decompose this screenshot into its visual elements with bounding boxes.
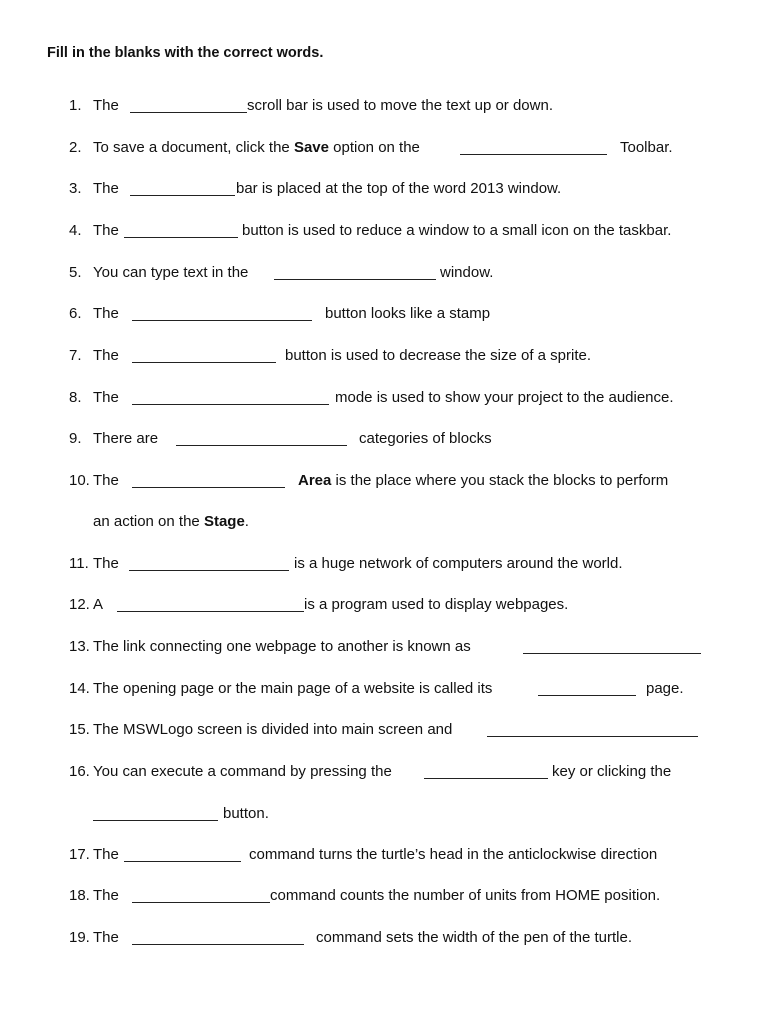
question-text-before: The bbox=[93, 97, 119, 114]
answer-blank[interactable] bbox=[130, 112, 247, 113]
answer-blank[interactable] bbox=[176, 445, 347, 446]
question-text-after: Area is the place where you stack the blocks to perform bbox=[298, 472, 669, 489]
question-number: 13. bbox=[69, 638, 90, 655]
question-number: 8. bbox=[69, 389, 82, 406]
question-number: 3. bbox=[69, 180, 82, 197]
answer-blank[interactable] bbox=[124, 237, 238, 238]
question-text-before: The bbox=[93, 929, 119, 946]
question-number: 12. bbox=[69, 596, 90, 613]
question-text-before: The bbox=[93, 347, 119, 364]
bold-term: Area bbox=[298, 472, 332, 489]
question-text-after: categories of blocks bbox=[359, 430, 492, 447]
question-text-before: The opening page or the main page of a website is called its bbox=[93, 680, 493, 697]
answer-blank[interactable] bbox=[132, 902, 270, 903]
question-number: 2. bbox=[69, 139, 82, 156]
answer-blank[interactable] bbox=[424, 778, 548, 779]
answer-blank[interactable] bbox=[538, 695, 636, 696]
answer-blank[interactable] bbox=[117, 611, 304, 612]
question-text-before: To save a document, click the Save option on the bbox=[93, 139, 420, 156]
question-number: 5. bbox=[69, 264, 82, 281]
question-text-after: bar is placed at the top of the word 2013 window. bbox=[236, 180, 562, 197]
bold-term: Save bbox=[293, 139, 329, 156]
question-number: 4. bbox=[69, 222, 82, 239]
answer-blank[interactable] bbox=[487, 736, 698, 737]
question-number: 6. bbox=[69, 305, 82, 322]
question-text-after: is a program used to display webpages. bbox=[304, 596, 569, 613]
answer-blank[interactable] bbox=[93, 820, 218, 821]
question-text-after: mode is used to show your project to the audience. bbox=[335, 389, 674, 406]
answer-blank[interactable] bbox=[124, 861, 241, 862]
question-number: 17. bbox=[69, 846, 90, 863]
question-number: 14. bbox=[69, 680, 90, 697]
bold-term: Stage bbox=[203, 513, 245, 530]
question-text-before: The bbox=[93, 887, 119, 904]
question-text-after: button looks like a stamp bbox=[325, 305, 491, 322]
answer-blank[interactable] bbox=[132, 320, 312, 321]
question-number: 10. bbox=[69, 472, 90, 489]
question-text-before: You can type text in the bbox=[93, 264, 249, 281]
answer-blank[interactable] bbox=[460, 154, 607, 155]
question-text-after: is a huge network of computers around the world. bbox=[294, 555, 623, 572]
answer-blank[interactable] bbox=[132, 404, 329, 405]
question-number: 15. bbox=[69, 721, 90, 738]
question-text-before: The link connecting one webpage to another is known as bbox=[93, 638, 471, 655]
answer-blank[interactable] bbox=[523, 653, 701, 654]
question-text-after: scroll bar is used to move the text up or down. bbox=[247, 97, 553, 114]
question-text-before: The bbox=[93, 222, 119, 239]
question-text-after: command turns the turtle’s head in the anticlockwise direction bbox=[249, 846, 658, 863]
question-text-line2: an action on the Stage. bbox=[93, 513, 249, 530]
answer-blank[interactable] bbox=[132, 487, 285, 488]
question-text-after: command counts the number of units from HOME position. bbox=[270, 887, 661, 904]
question-text-before: The bbox=[93, 846, 119, 863]
answer-blank[interactable] bbox=[129, 570, 289, 571]
question-text-after: button is used to reduce a window to a small icon on the taskbar. bbox=[242, 222, 672, 239]
question-text-after: page. bbox=[646, 680, 684, 697]
question-text-before: The bbox=[93, 305, 119, 322]
question-text-before: There are bbox=[93, 430, 159, 447]
question-text-after: command sets the width of the pen of the turtle. bbox=[316, 929, 633, 946]
question-text-after: window. bbox=[440, 264, 494, 281]
question-text-after: button is used to decrease the size of a sprite. bbox=[285, 347, 592, 364]
question-text-line2: button. bbox=[223, 805, 269, 822]
question-number: 11. bbox=[69, 555, 89, 572]
question-text-after: Toolbar. bbox=[620, 139, 673, 156]
worksheet-title: Fill in the blanks with the correct words. bbox=[47, 45, 324, 61]
question-text-before: The bbox=[93, 472, 119, 489]
question-number: 19. bbox=[69, 929, 90, 946]
question-text-after: key or clicking the bbox=[552, 763, 672, 780]
answer-blank[interactable] bbox=[132, 362, 276, 363]
question-text-before: A bbox=[93, 596, 104, 613]
question-number: 1. bbox=[69, 97, 82, 114]
question-text-before: The bbox=[93, 389, 119, 406]
question-number: 16. bbox=[69, 763, 90, 780]
question-text-before: The MSWLogo screen is divided into main screen and bbox=[93, 721, 453, 738]
question-number: 9. bbox=[69, 430, 82, 447]
question-text-before: The bbox=[93, 180, 119, 197]
answer-blank[interactable] bbox=[130, 195, 235, 196]
question-number: 7. bbox=[69, 347, 82, 364]
question-number: 18. bbox=[69, 887, 90, 904]
answer-blank[interactable] bbox=[132, 944, 304, 945]
answer-blank[interactable] bbox=[274, 279, 436, 280]
question-text-before: The bbox=[93, 555, 119, 572]
question-text-before: You can execute a command by pressing the bbox=[93, 763, 392, 780]
